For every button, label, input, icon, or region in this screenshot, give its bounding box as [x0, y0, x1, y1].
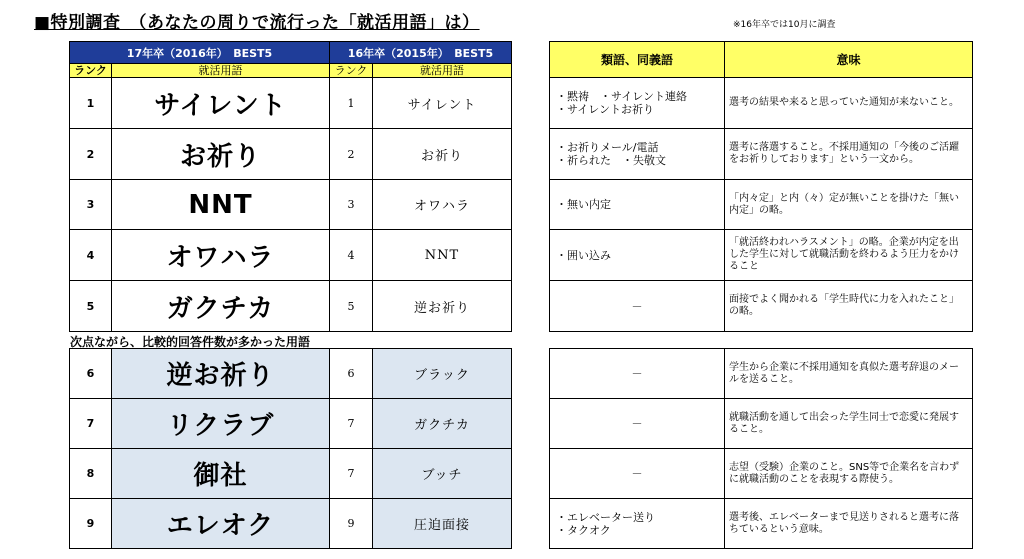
- ranking-table-top5: [69, 41, 512, 332]
- term-16: お祈り: [373, 129, 512, 180]
- term-17: お祈り: [112, 129, 330, 180]
- meaning-cell: 面接でよく聞かれる「学生時代に力を入れたこと」の略。: [725, 281, 973, 332]
- term-16: NNT: [373, 230, 512, 281]
- synonym-cell: ・黙祷 ・サイレント連絡 ・サイレントお祈り: [550, 78, 725, 129]
- rank-17: 9: [70, 499, 112, 549]
- term-17: 逆お祈り: [112, 349, 330, 399]
- header-16: 16年卒（2015年） BEST5: [330, 42, 512, 64]
- meaning-cell: 就職活動を通して出会った学生同士で恋愛に発展すること。: [725, 399, 973, 449]
- table-row: [550, 499, 973, 549]
- meaning-cell: 選考に落選すること。不採用通知の「今後のご活躍をお祈りしております」という一文から。: [725, 129, 973, 180]
- table-row: [70, 180, 512, 230]
- term-16: 逆お祈り: [373, 281, 512, 332]
- term-17: NNT: [112, 180, 330, 230]
- meaning-cell: 選考後、エレベーターまで見送りされると選考に落ちているという意味。: [725, 499, 973, 549]
- table-row: [70, 78, 512, 129]
- synonym-table-top5: [549, 41, 973, 332]
- rank-17: 3: [70, 180, 112, 230]
- synonym-cell: ・お祈りメール/電話 ・祈られた ・失敬文: [550, 129, 725, 180]
- table-row: [70, 349, 512, 399]
- rank-16: 2: [330, 129, 373, 180]
- rank-17: 4: [70, 230, 112, 281]
- table-row: [70, 129, 512, 180]
- rank-17: 1: [70, 78, 112, 129]
- rank-17: 2: [70, 129, 112, 180]
- term-16: ガクチカ: [373, 399, 512, 449]
- meaning-cell: 学生から企業に不採用通知を真似た選考辞退のメールを送ること。: [725, 349, 973, 399]
- col-meaning: 意味: [725, 42, 973, 78]
- term-16: ブラック: [373, 349, 512, 399]
- synonym-cell: －: [550, 349, 725, 399]
- table-row: [550, 449, 973, 499]
- rank-16: 5: [330, 281, 373, 332]
- col-rank-16: ランク: [330, 64, 373, 78]
- table-row: [70, 230, 512, 281]
- rank-17: 5: [70, 281, 112, 332]
- synonym-cell: ・無い内定: [550, 180, 725, 230]
- header-17: 17年卒（2016年） BEST5: [70, 42, 330, 64]
- term-17: オワハラ: [112, 230, 330, 281]
- rank-17: 8: [70, 449, 112, 499]
- synonym-table-runnerup: [549, 348, 973, 549]
- page-title: ■特別調査 （あなたの周りで流行った「就活用語」は）: [34, 13, 480, 33]
- runner-up-heading: 次点ながら、比較的回答件数が多かった用語: [70, 335, 311, 349]
- col-synonym: 類語、同義語: [550, 42, 725, 78]
- rank-16: 4: [330, 230, 373, 281]
- table-row: [550, 78, 973, 129]
- survey-note: ※16年卒では10月に調査: [733, 20, 836, 30]
- meaning-cell: 選考の結果や来ると思っていた通知が来ないこと。: [725, 78, 973, 129]
- term-16: 圧迫面接: [373, 499, 512, 549]
- term-17: 御社: [112, 449, 330, 499]
- synonym-cell: －: [550, 281, 725, 332]
- table-row: [550, 281, 973, 332]
- synonym-cell: ・エレベーター送り ・タクオク: [550, 499, 725, 549]
- table-row: [70, 281, 512, 332]
- term-16: ブッチ: [373, 449, 512, 499]
- term-16: オワハラ: [373, 180, 512, 230]
- synonym-cell: －: [550, 449, 725, 499]
- col-term-16: 就活用語: [373, 64, 512, 78]
- table-row: [550, 129, 973, 180]
- table-row: [70, 499, 512, 549]
- ranking-table-runnerup: [69, 348, 512, 549]
- term-17: ガクチカ: [112, 281, 330, 332]
- rank-16: 7: [330, 449, 373, 499]
- term-16: サイレント: [373, 78, 512, 129]
- synonym-cell: ・囲い込み: [550, 230, 725, 281]
- term-17: リクラブ: [112, 399, 330, 449]
- synonym-cell: －: [550, 399, 725, 449]
- table-row: [550, 180, 973, 230]
- rank-17: 7: [70, 399, 112, 449]
- rank-16: 9: [330, 499, 373, 549]
- rank-16: 3: [330, 180, 373, 230]
- meaning-cell: 「就活終われハラスメント」の略。企業が内定を出した学生に対して就職活動を終わるよう圧力をかけること: [725, 230, 973, 281]
- rank-16: 7: [330, 399, 373, 449]
- meaning-cell: 「内々定」と内（々）定が無いことを掛けた「無い内定」の略。: [725, 180, 973, 230]
- table-row: [550, 230, 973, 281]
- meaning-cell: 志望（受験）企業のこと。SNS等で企業名を言わずに就職活動のことを表現する際使う。: [725, 449, 973, 499]
- rank-16: 1: [330, 78, 373, 129]
- term-17: エレオク: [112, 499, 330, 549]
- table-row: [550, 399, 973, 449]
- col-term-17: 就活用語: [112, 64, 330, 78]
- term-17: サイレント: [112, 78, 330, 129]
- rank-16: 6: [330, 349, 373, 399]
- table-row: [550, 349, 973, 399]
- table-row: [70, 449, 512, 499]
- col-rank-17: ランク: [70, 64, 112, 78]
- rank-17: 6: [70, 349, 112, 399]
- table-row: [70, 399, 512, 449]
